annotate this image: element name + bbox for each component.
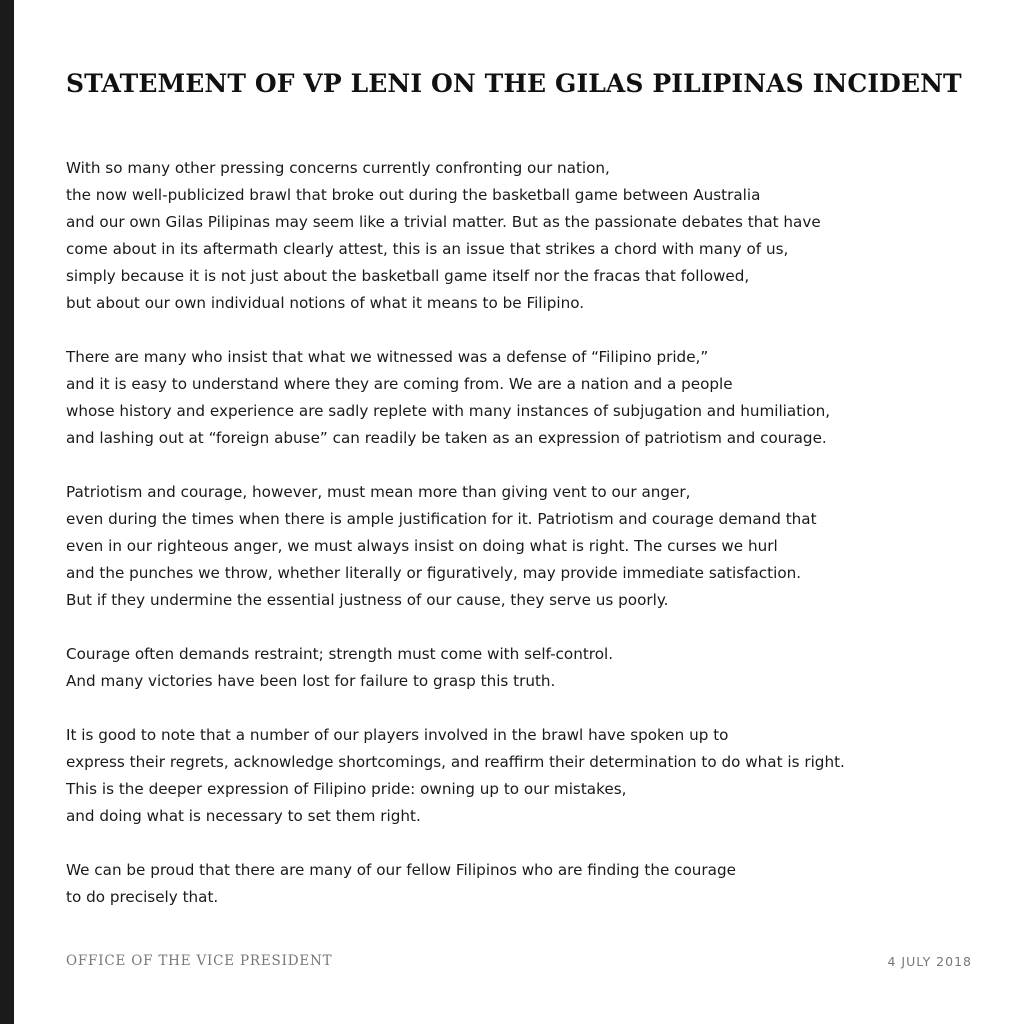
- left-accent-bar: [0, 0, 14, 1024]
- paragraph: [66, 155, 996, 317]
- paragraph-line: Patriotism and courage, however, must mean more than giving vent to our anger,: [66, 483, 691, 501]
- paragraph-line: and lashing out at “foreign abuse” can readily be taken as an expression of patriotism and courage.: [66, 429, 827, 447]
- office-footer: OFFICE OF THE VICE PRESIDENT: [66, 953, 333, 969]
- paragraph-line: But if they undermine the essential justness of our cause, they serve us poorly.: [66, 591, 669, 609]
- statement-title: STATEMENT OF VP LENI ON THE GILAS PILIPINAS INCIDENT: [66, 69, 962, 98]
- paragraph: [66, 641, 996, 695]
- paragraph-line: It is good to note that a number of our players involved in the brawl have spoken up to: [66, 726, 729, 744]
- paragraph-line: This is the deeper expression of Filipino pride: owning up to our mistakes,: [66, 780, 627, 798]
- paragraph: [66, 722, 996, 830]
- paragraph-line: and our own Gilas Pilipinas may seem like a trivial matter. But as the passionate debates that have: [66, 213, 821, 231]
- paragraph-line: express their regrets, acknowledge shortcomings, and reaffirm their determination to do what is right.: [66, 753, 845, 771]
- paragraph-line: whose history and experience are sadly replete with many instances of subjugation and humiliation,: [66, 402, 831, 420]
- paragraph-line: And many victories have been lost for failure to grasp this truth.: [66, 672, 556, 690]
- paragraph-line: come about in its aftermath clearly attest, this is an issue that strikes a chord with many of us,: [66, 240, 789, 258]
- paragraph-line: even during the times when there is ample justification for it. Patriotism and courage demand that: [66, 510, 817, 528]
- paragraph-line: Courage often demands restraint; strength must come with self-control.: [66, 645, 614, 663]
- paragraph-line: With so many other pressing concerns currently confronting our nation,: [66, 159, 610, 177]
- paragraph-line: to do precisely that.: [66, 888, 219, 906]
- statement-body: [66, 155, 996, 938]
- paragraph-line: and it is easy to understand where they are coming from. We are a nation and a people: [66, 375, 733, 393]
- paragraph: [66, 344, 996, 452]
- paragraph-line: even in our righteous anger, we must always insist on doing what is right. The curses we hurl: [66, 537, 778, 555]
- paragraph-line: simply because it is not just about the basketball game itself nor the fracas that followed,: [66, 267, 750, 285]
- paragraph: [66, 479, 996, 614]
- date-footer: 4 JULY 2018: [887, 954, 972, 969]
- paragraph-line: There are many who insist that what we witnessed was a defense of “Filipino pride,”: [66, 348, 709, 366]
- paragraph-line: the now well-publicized brawl that broke out during the basketball game between Australia: [66, 186, 761, 204]
- paragraph: [66, 857, 996, 911]
- paragraph-line: and the punches we throw, whether literally or figuratively, may provide immediate satisfaction.: [66, 564, 802, 582]
- paragraph-line: and doing what is necessary to set them right.: [66, 807, 421, 825]
- paragraph-line: but about our own individual notions of what it means to be Filipino.: [66, 294, 585, 312]
- paragraph-line: We can be proud that there are many of our fellow Filipinos who are finding the courage: [66, 861, 736, 879]
